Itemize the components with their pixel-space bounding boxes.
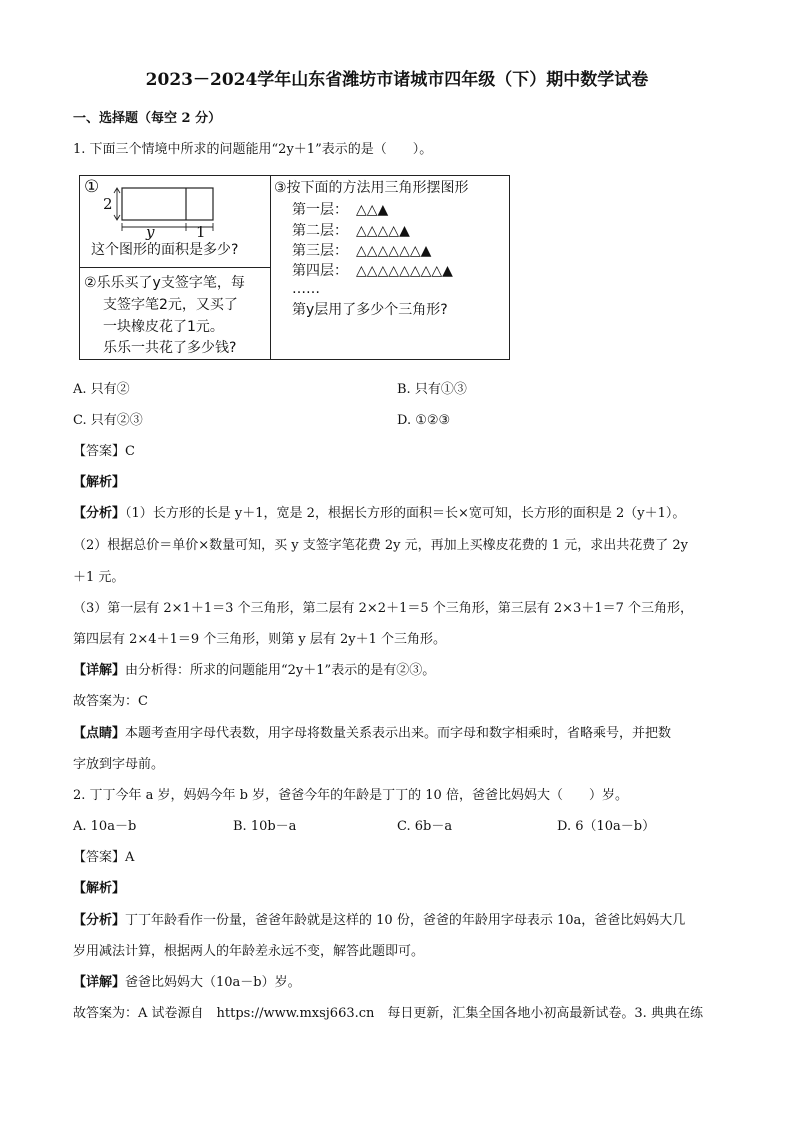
q1-fenxi-line2: （2）根据总价＝单价×数量可知，买 y 支签字笔花费 2y 元，再加上买橡皮花费的 1 元，求出共花费了 2y [73,538,688,553]
box2-line1: ②乐乐买了y支签字笔，每 [84,275,245,291]
box3-intro: ③按下面的方法用三角形摆图形 [274,180,469,196]
q1-remark-text1: 本题考查用字母代表数，用字母将数量关系表示出来。而字母和数字相乘时，省略乘号，并把数 [125,726,672,741]
q2-detail-tag: 【详解】 [73,975,126,990]
q2-option-b: B. 10b－a [233,819,297,834]
q1-option-c: C. 只有②③ [73,413,143,428]
q2-fenxi-text1: 丁丁年龄看作一份量，爸爸年龄就是这样的 10 份，爸爸的年龄用字母表示 10a，爸爸比妈妈大几 [125,913,686,928]
box2-line3: 一块橡皮花了1元。 [103,319,224,335]
q1-final-answer: 故答案为：C [73,694,148,709]
q1-fenxi-line4: （3）第一层有 2×1＋1＝3 个三角形，第二层有 2×2＋1＝5 个三角形，第三层有 2×3＋1＝7 个三角形， [73,601,693,616]
rect-y-label: y [146,223,155,241]
q2-answer: 【答案】A [73,850,135,865]
box3-layer1-triangles: △△▲ [356,202,389,218]
box3-dots: …… [292,281,320,297]
q1-option-a: A. 只有② [73,382,130,397]
box2-line4: 乐乐一共花了多少钱? [103,340,237,356]
box1-question: 这个图形的面积是多少? [91,242,239,258]
q1-option-b: B. 只有①③ [397,382,467,397]
q1-stem: 1. 下面三个情境中所求的问题能用“2y＋1”表示的是（ ）。 [73,142,433,157]
q1-detail-tag: 【详解】 [73,663,126,678]
box3-layer4-label: 第四层： [292,263,348,279]
q1-fenxi-text1: （1）长方形的长是 y＋1，宽是 2，根据长方形的面积＝长×宽可知，长方形的面积是 2（y＋1）。 [125,506,686,521]
q1-detail-line [73,662,435,679]
section-heading: 一、选择题（每空 2 分） [73,111,222,126]
box3-layer3-label: 第三层： [292,243,348,259]
rect-one-label: 1 [196,223,206,241]
q1-option-d: D. ①②③ [397,413,451,428]
q1-fenxi-line5: 第四层有 2×4＋1＝9 个三角形，则第 y 层有 2y＋1 个三角形。 [73,632,447,647]
q2-fenxi-tag: 【分析】 [73,913,126,928]
q1-detail-text: 由分析得：所求的问题能用“2y＋1”表示的是有②③。 [125,663,436,678]
box2-line2: 支签字笔2元，又买了 [103,297,238,313]
q1-fenxi-tag: 【分析】 [73,506,126,521]
box3-layer2-triangles: △△△△▲ [356,223,410,239]
box3-question: 第y层用了多少个三角形? [292,302,448,318]
q2-analysis-tag: 【解析】 [73,881,126,896]
q1-remark-line2: 字放到字母前。 [73,757,165,772]
rectangle-outline [122,188,213,220]
q2-option-c: C. 6b－a [397,819,453,834]
q2-option-a: A. 10a－b [73,819,137,834]
q1-remark-line1 [73,725,671,742]
page-title: 2023－2024学年山东省潍坊市诸城市四年级（下）期中数学试卷 [145,70,649,90]
q1-fenxi-line3: ＋1 元。 [73,570,125,585]
q1-analysis-tag: 【解析】 [73,475,126,490]
q1-fenxi-line1 [73,505,685,522]
q2-option-d: D. 6（10a－b） [557,819,656,834]
box3-layer2-label: 第二层： [292,223,348,239]
q2-final-answer: 故答案为：A 试卷源自 https://www.mxsj663.cn 每日更新，汇集全国各地小初高最新试卷。3. 典典在练 [73,1006,703,1021]
box3-layer3-triangles: △△△△△△▲ [356,243,432,259]
box3-layer4-triangles: △△△△△△△△▲ [356,263,453,279]
box1-number: ① [84,177,100,197]
q1-answer: 【答案】C [73,444,135,459]
q2-detail-line [73,974,301,991]
q2-stem: 2. 丁丁今年 a 岁，妈妈今年 b 岁，爸爸今年的年龄是丁丁的 10 倍，爸爸比妈妈大（ ）岁。 [73,788,628,803]
box-divider-vertical [270,175,271,360]
rect-height-label: 2 [103,195,113,213]
q2-detail-text: 爸爸比妈妈大（10a－b）岁。 [125,975,301,990]
box-divider-horizontal [79,267,270,268]
q1-remark-tag: 【点睛】 [73,726,126,741]
q2-fenxi-line1 [73,912,685,929]
q2-fenxi-line2: 岁用减法计算，根据两人的年龄差永远不变，解答此题即可。 [73,944,425,959]
box3-layer1-label: 第一层： [292,202,348,218]
